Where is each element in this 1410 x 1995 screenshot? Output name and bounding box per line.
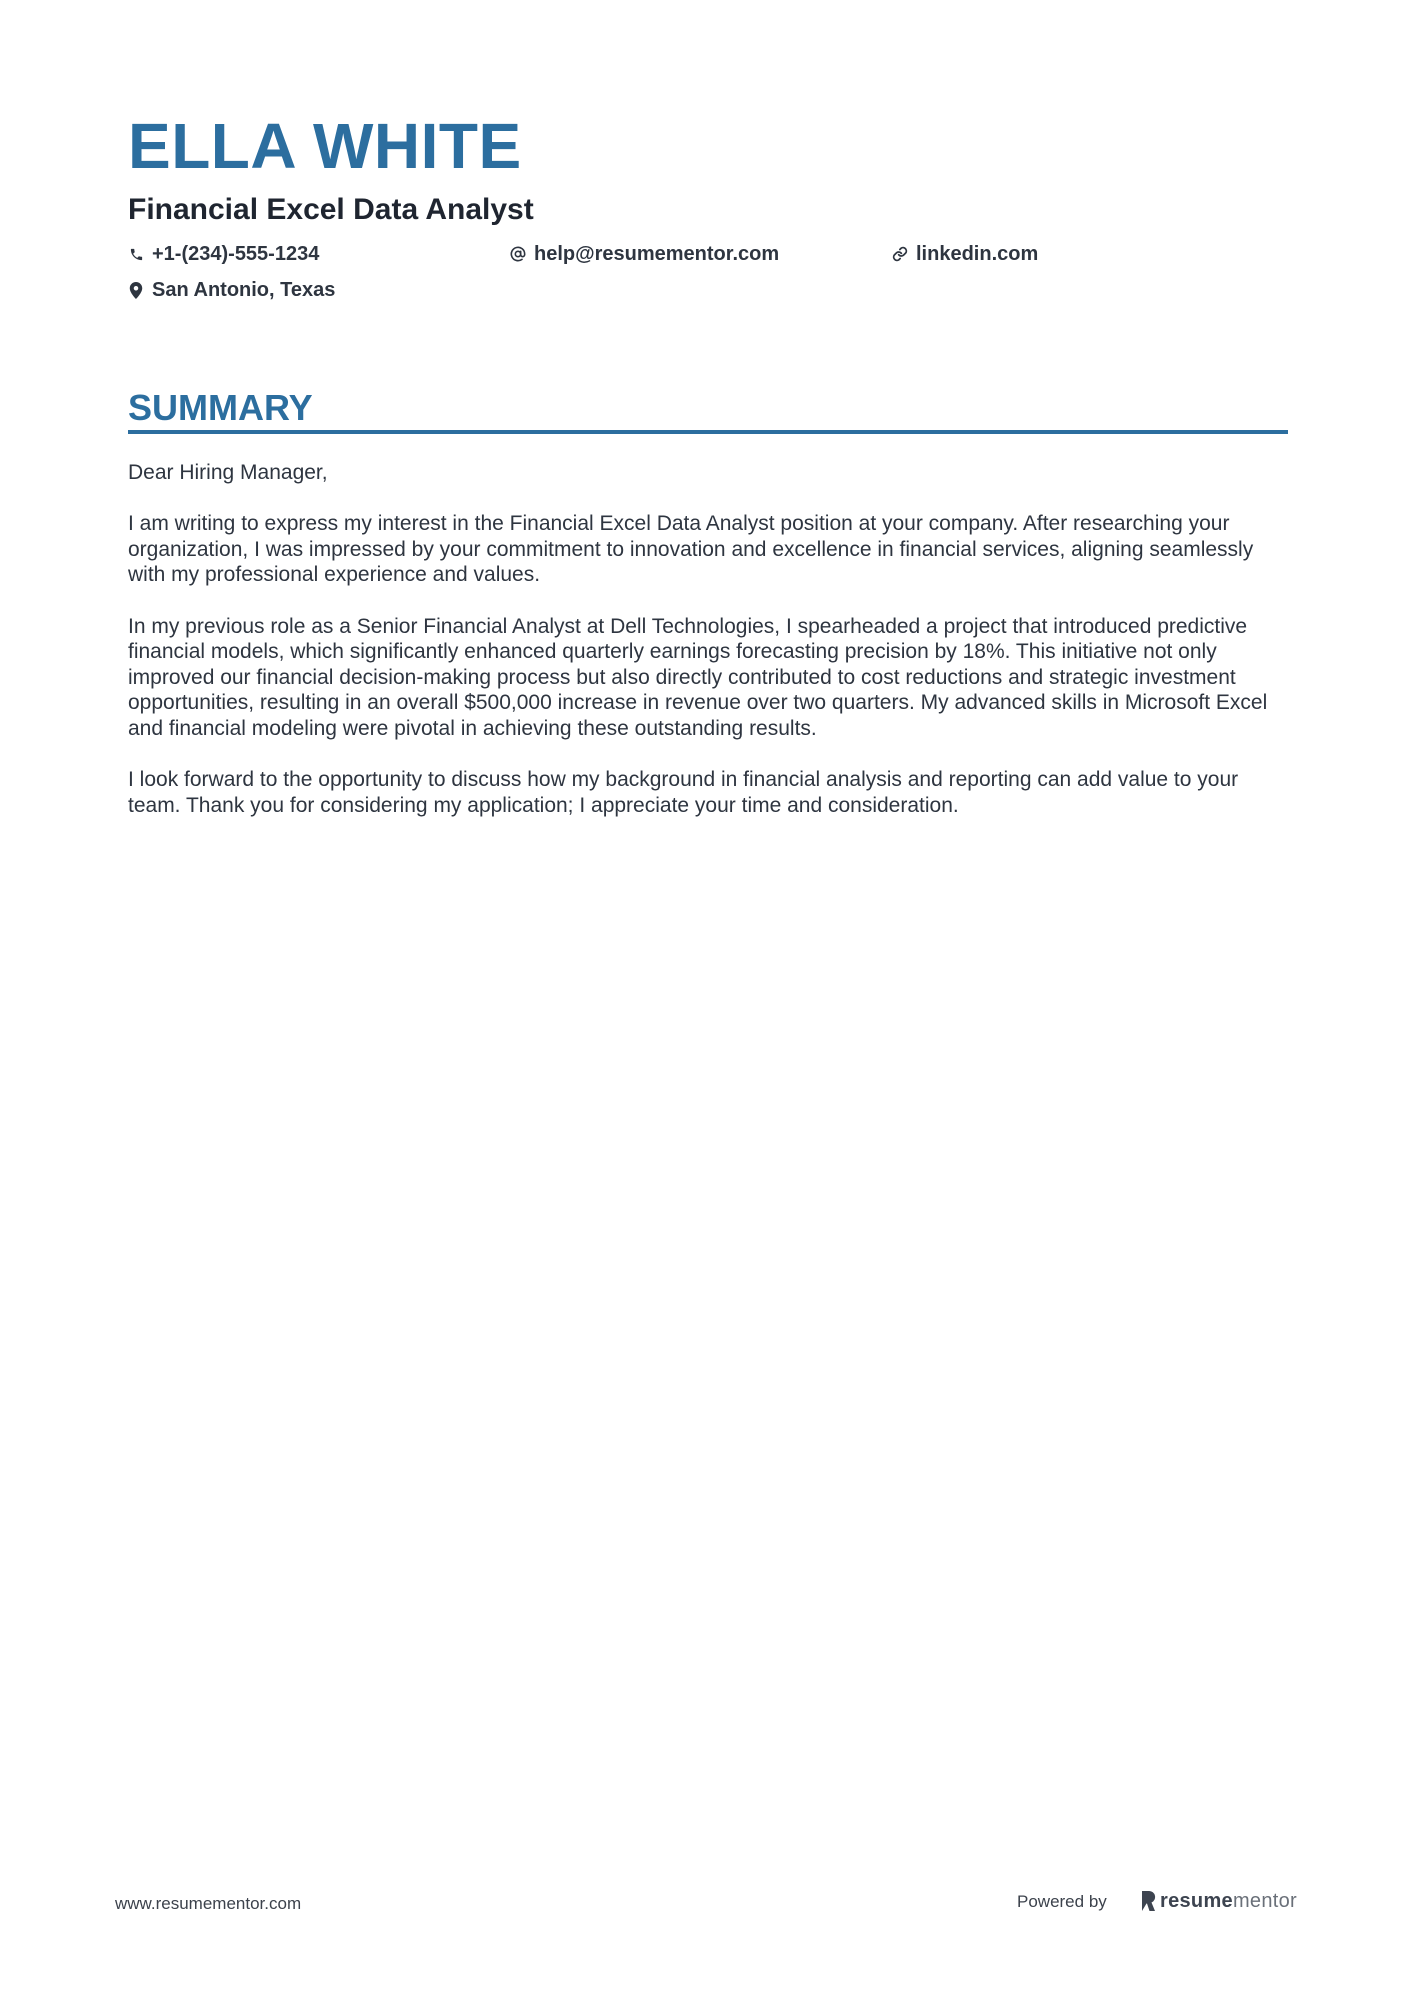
resumementor-logo-icon xyxy=(1140,1891,1156,1911)
brand-logo xyxy=(1140,1887,1297,1915)
at-sign-icon xyxy=(510,246,526,262)
contact-email xyxy=(510,240,779,268)
contact-phone xyxy=(128,240,319,268)
website-link[interactable]: linkedin.com xyxy=(916,243,1039,265)
candidate-name: ELLA WHITE xyxy=(128,110,522,182)
map-pin-icon xyxy=(128,282,144,298)
link-icon xyxy=(892,246,908,262)
brand-name-light: mentor xyxy=(1232,1890,1297,1912)
salutation: Dear Hiring Manager, xyxy=(128,461,328,484)
brand-name-bold: resume xyxy=(1160,1890,1233,1912)
contact-website xyxy=(892,240,1038,268)
paragraph-experience: In my previous role as a Senior Financial Analyst at Dell Technologies, I spearheaded a project that introduced predictive financial models, which significantly enhanced quarterly earnings forecasting precision by 18%. This initiative not only improved our financial decision-making process but also directly contributed to cost reductions and strategic investment opportunities, resulting in an overall $500,000 increase in revenue over two quarters. My advanced skills in Microsoft Excel and financial modeling were pivotal in achieving these outstanding results. xyxy=(128,614,1268,740)
phone-number: +1-(234)-555-1234 xyxy=(152,243,320,265)
email-address[interactable]: help@resumementor.com xyxy=(534,243,780,265)
location-text: San Antonio, Texas xyxy=(152,279,336,301)
section-divider xyxy=(128,430,1288,434)
letter-body xyxy=(128,460,1288,844)
job-title: Financial Excel Data Analyst xyxy=(128,193,534,226)
phone-icon xyxy=(128,246,144,262)
paragraph-closing: I look forward to the opportunity to discuss how my background in financial analysis and reporting can add value to your team. Thank you for considering my application; I appreciate your time and consideration. xyxy=(128,768,1239,817)
contact-location xyxy=(128,276,335,304)
paragraph-intro: I am writing to express my interest in the Financial Excel Data Analyst position at your company. After researching your organization, I was impressed by your commitment to innovation and excellence in financial services, aligning seamlessly with my professional experience and values. xyxy=(128,512,1254,587)
summary-heading: SUMMARY xyxy=(128,387,313,428)
footer-url[interactable]: www.resumementor.com xyxy=(115,1894,302,1913)
powered-by-label: Powered by xyxy=(1017,1892,1107,1911)
